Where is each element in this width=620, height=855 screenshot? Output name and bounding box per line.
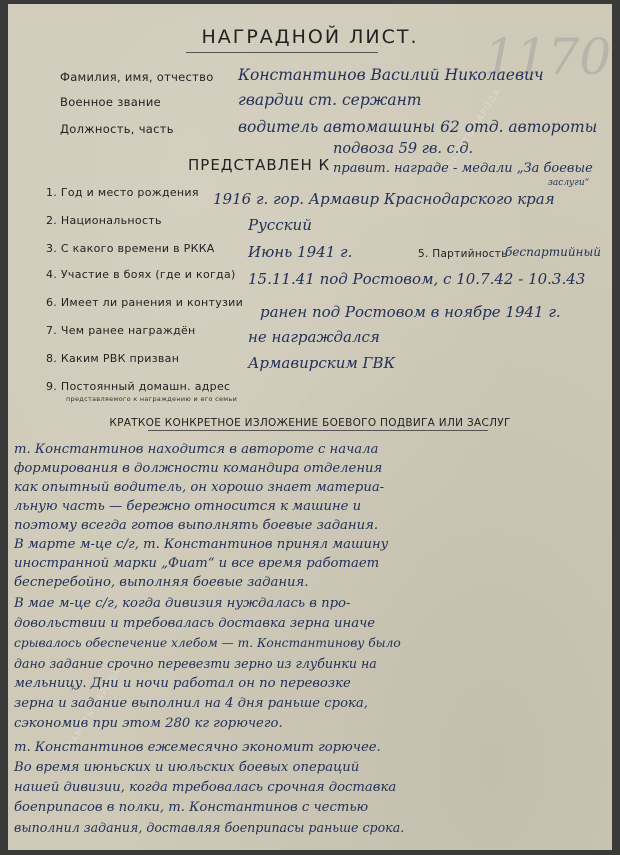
title-underline (186, 52, 378, 53)
question-value-nationality: Русский (248, 216, 312, 234)
question-value-service-since: Июнь 1941 г. (248, 243, 353, 261)
question-value-wounds: ранен под Ростовом в ноябре 1941 г. (260, 303, 561, 321)
question-value-combat: 15.11.41 под Ростовом, с 10.7.42 - 10.3.43 (248, 270, 586, 288)
body-line: боеприпасов в полки, т. Константинов с честью (14, 800, 369, 815)
question-label-wounds: 6. Имеет ли ранения и контузии (46, 296, 244, 309)
question-sublabel-address: представляемого к награждению и его семьи (66, 395, 238, 403)
question-label-rvk: 8. Каким РВК призван (46, 352, 180, 365)
party-value: беспартийный (505, 245, 601, 259)
represented-line-2: правит. награде - медали „За боевые (333, 161, 593, 176)
body-line: выполнил задания, доставляя боеприпасы раньше срока. (14, 820, 405, 835)
award-sheet (8, 4, 612, 850)
body-line: нашей дивизии, когда требовалась срочная доставка (14, 780, 397, 795)
represented-line-1: подвоза 59 гв. с.д. (333, 141, 474, 157)
section-title: КРАТКОЕ КОНКРЕТНОЕ ИЗЛОЖЕНИЕ БОЕВОГО ПОДВИГА ИЛИ ЗАСЛУГ (109, 417, 511, 429)
body-line: иностранной марки „Фиат“ и все время работает (14, 556, 380, 571)
body-line: т. Константинов ежемесячно экономит горючее. (14, 740, 381, 755)
body-line: зерна и задание выполнил на 4 дня раньше срока, (14, 696, 368, 711)
field-value-rank: гвардии ст. сержант (238, 91, 422, 109)
body-line: Во время июньских и июльских боевых операций (14, 760, 360, 775)
field-label-name: Фамилия, имя, отчество (60, 70, 214, 84)
section-underline (148, 430, 488, 431)
body-line: дано задание срочно перевезти зерно из глубинки на (14, 656, 377, 671)
body-line: бесперебойно, выполняя боевые задания. (14, 575, 309, 590)
party-label: 5. Партийность (418, 248, 508, 260)
body-line: В мае м-це с/г, когда дивизия нуждалась в про- (14, 596, 351, 611)
body-line: мельницу. Дни и ночи работал он по перевозке (14, 676, 351, 691)
field-label-position: Должность, часть (60, 122, 174, 136)
body-line: формирования в должности командира отделения (14, 461, 383, 476)
body-line: как опытный водитель, он хорошо знает материа- (14, 480, 385, 495)
question-label-awards: 7. Чем ранее награждён (46, 324, 196, 337)
question-label-combat: 4. Участие в боях (где и когда) (46, 268, 236, 281)
body-line: т. Константинов находится в автороте с начала (14, 442, 379, 457)
field-value-name: Константинов Василий Николаевич (238, 66, 544, 84)
question-value-awards: не награждался (248, 328, 380, 346)
question-label-address: 9. Постоянный домашн. адрес (46, 380, 231, 393)
question-label-service-since: 3. С какого времени в РККА (46, 242, 215, 255)
question-label-birth: 1. Год и место рождения (46, 186, 199, 199)
represented-line-3: заслуги“ (548, 178, 590, 188)
represented-label: ПРЕДСТАВЛЕН К (188, 156, 331, 174)
archive-mark: 1170 (484, 28, 612, 86)
question-label-nationality: 2. Национальность (46, 214, 162, 227)
body-line: поэтому всегда готов выполнять боевые задания. (14, 518, 379, 533)
body-line: сэкономив при этом 280 кг горючего. (14, 716, 283, 731)
document-title: НАГРАДНОЙ ЛИСТ. (201, 26, 419, 48)
question-value-rvk: Армавирским ГВК (248, 354, 396, 372)
body-line: довольствии и требовалась доставка зерна иначе (14, 616, 376, 631)
body-line: срывалось обеспечение хлебом — т. Константинову было (14, 636, 401, 650)
field-label-rank: Военное звание (60, 95, 162, 109)
question-value-birth: 1916 г. гор. Армавир Краснодарского края (213, 190, 555, 208)
watermark: ПАМЯТЬ НАРОДА (65, 666, 124, 752)
field-value-position: водитель автомашины 62 отд. автороты (238, 118, 598, 136)
body-line: В марте м-це с/г, т. Константинов принял машину (14, 537, 389, 552)
body-line: льную часть — бережно относится к машине и (14, 499, 362, 514)
watermark: ПАМЯТЬ НАРОДА (445, 86, 504, 172)
